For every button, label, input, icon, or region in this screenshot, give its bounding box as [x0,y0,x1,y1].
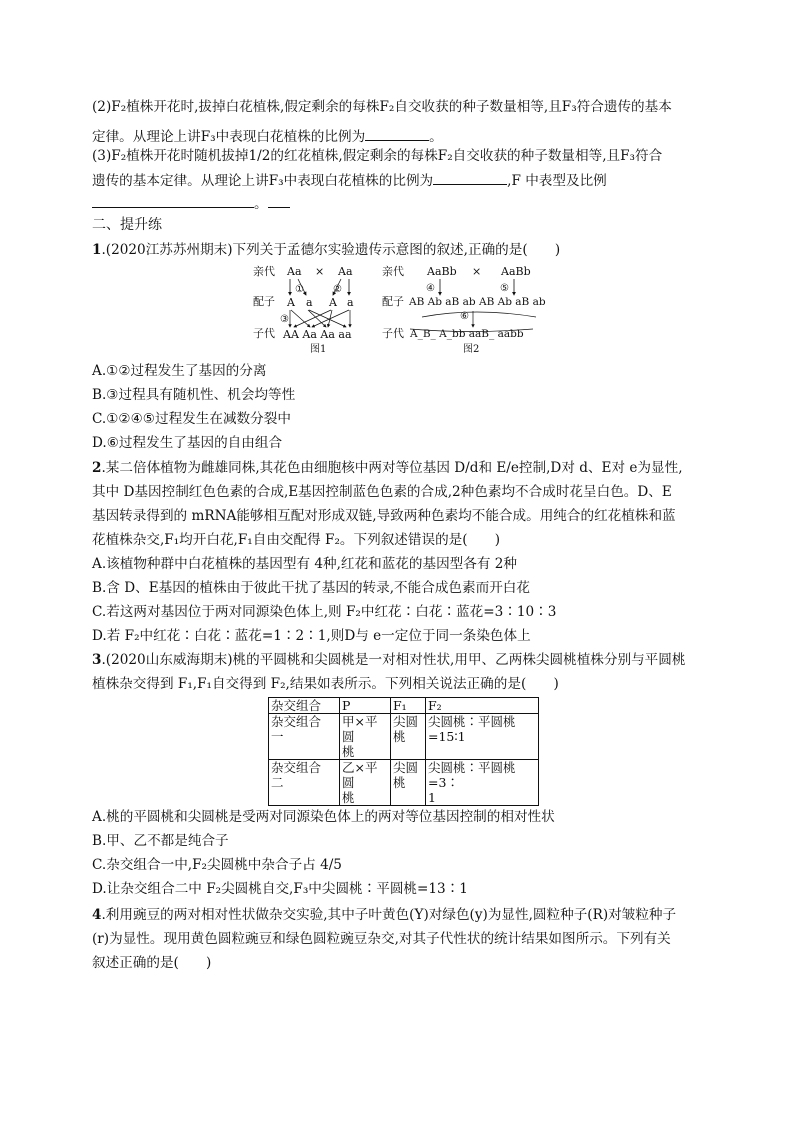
fig2-label-gamete: 配子 [382,295,404,308]
q1-option-b[interactable]: B.③过程具有随机性、机会均等性 [92,387,296,403]
q1-stem [92,241,560,259]
cell-line: 1 [428,790,436,805]
cell-line: 甲×平圆 [342,714,378,744]
cell-line: 尖圆桃∶平圆桃 [428,714,516,729]
table-header: F₂ [426,698,539,714]
q2-stem-line3: 基因转录得到的 mRNA能够相互配对形成双链,导致两种色素均不能合成。用纯合的红花植株和蓝 [92,508,676,524]
cell-line: 桃 [393,775,406,790]
q3-number: 3 [92,652,102,668]
answer-blank[interactable] [92,193,254,208]
fig2-label-offspring: 子代 [382,327,404,340]
cell-line: 杂交组合 [271,760,322,775]
table-cell [426,714,539,760]
q2-stem-line2: 其中 D基因控制红色色素的合成,E基因控制蓝色色素的合成,2种色素均不合成时花呈白色。D、E [92,484,672,500]
fig2-offspring: A_B_ A_bb aaB_ aabb [410,328,524,340]
q-part2-end: 。 [429,129,443,145]
q4-text: .利用豌豆的两对相对性状做杂交实验,其中子叶黄色(Y)对绿色(y)为显性,圆粒种子(R)对皱粒种子 [101,907,677,923]
table-cell [391,714,426,760]
q2-number: 2 [92,460,102,476]
table-cell [269,760,340,806]
q3-stem-line2: 植株杂交得到 F₁,F₁自交得到 F₂,结果如表所示。下列相关说法正确的是( ) [92,676,559,692]
q2-text: .某二倍体植物为雌雄同株,其花色由细胞核中两对等位基因 D/d和 E/e控制,D对 d、E对 e为显性, [101,460,683,476]
answer-blank[interactable] [433,170,507,185]
q-part3-mid: ,F 中表型及比例 [507,173,607,189]
fig2-parent-left: AaBb [427,265,457,278]
q1-dot: . [101,242,106,258]
q-part3-line3 [92,193,290,213]
fig1-cross: × [315,265,325,278]
fig1-gamete-1: A [287,296,295,309]
q4-number: 4 [92,907,102,923]
fig1-mark-2: ② [333,284,342,295]
cell-line: 尖圆桃∶平圆桃=3∶ [428,760,516,790]
q3-option-c[interactable]: C.杂交组合一中,F₂尖圆桃中杂合子占 4/5 [92,857,342,873]
q3-option-d[interactable]: D.让杂交组合二中 F₂尖圆桃自交,F₃中尖圆桃∶平圆桃=13∶1 [92,881,468,897]
table-row [269,714,539,760]
fig1-parent-right: Aa [338,265,353,278]
fig1-mark-3: ③ [280,314,289,325]
q1-number: 1 [92,242,102,258]
q4-stem-line2: (r)为显性。现用黄色圆粒豌豆和绿色圆粒豌豆杂交,对其子代性状的统计结果如图所示。下列有关 [92,931,671,947]
q2-stem-line4: 花植株杂交,F₁均开白花,F₁自由交配得 F₂。下列叙述错误的是( ) [92,532,501,548]
table-cell [269,714,340,760]
cell-line: 尖圆 [393,714,419,729]
fig1-mark-1: ① [295,284,304,295]
q-part3-end: 。 [254,196,268,212]
q2-option-c[interactable]: C.若这两对基因位于两对同源染色体上,则 F₂中红花∶白花∶蓝花=3∶10∶3 [92,604,557,620]
table-cell [340,760,391,806]
fig1-label-gamete: 配子 [253,295,275,308]
cell-line: =15∶1 [428,729,466,744]
results-table [268,697,539,806]
fig2-mark-6: ⑥ [460,311,469,322]
q-part3-text: 遗传的基本定律。从理论上讲F₃中表现白花植株的比例为 [92,173,434,189]
figure-2 [382,264,546,353]
table-cell [391,760,426,806]
fig1-parent-left: Aa [287,265,302,278]
fig2-cross: × [472,265,482,278]
q1-option-c[interactable]: C.①②④⑤过程发生在减数分裂中 [92,411,291,427]
q2-stem-line1 [92,459,683,477]
fig1-label-parent: 亲代 [253,265,275,278]
cell-line: 桃 [342,744,355,759]
fig1-offspring: AA Aa Aa aa [283,328,352,341]
fig2-mark-5: ⑤ [500,283,509,294]
cell-line: 桃 [342,790,355,805]
table-row [269,760,539,806]
cell-line: 一 [271,729,284,744]
q3-option-a[interactable]: A.桃的平圆桃和尖圆桃是受两对同源染色体上的两对等位基因控制的相对性状 [92,809,555,825]
answer-blank[interactable] [268,193,290,208]
q1-option-d[interactable]: D.⑥过程发生了基因的自由组合 [92,435,283,451]
q-part3-line2 [92,170,607,190]
cell-line: 乙×平圆 [342,760,378,790]
fig2-gametes-right: AB Ab aB ab [479,296,546,308]
table-header-row [269,698,539,714]
cell-line: 桃 [393,729,406,744]
table-header: 杂交组合 [269,698,340,714]
fig1-gamete-3: A [329,296,337,309]
q3-stem-line1 [92,651,685,669]
q4-stem-line1 [92,906,676,924]
q1-option-a[interactable]: A.①②过程发生了基因的分离 [92,363,267,379]
table-cell [340,714,391,760]
cell-line: 二 [271,775,284,790]
q-part2-line2 [92,126,443,146]
q-part3-line1: (3)F₂植株开花时随机拔掉1/2的红花植株,假定剩余的每株F₂自交收获的种子数量相等,且F₃符合 [92,148,663,164]
answer-blank[interactable] [365,126,429,141]
fig2-parent-right: AaBb [501,265,531,278]
section-heading: 二、提升练 [92,217,162,233]
cell-line: 尖圆 [393,760,419,775]
fig1-gamete-2: a [306,296,313,309]
fig1-caption: 图1 [310,344,327,353]
fig1-gamete-4: a [347,296,354,309]
table-cell [426,760,539,806]
genetics-diagram [250,263,550,353]
fig2-label-parent: 亲代 [382,265,404,278]
figure-1 [253,264,354,353]
table-header: F₁ [391,698,426,714]
q4-stem-line3: 叙述正确的是( ) [92,955,212,971]
q3-option-b[interactable]: B.甲、乙不都是纯合子 [92,833,229,849]
table-header: P [340,698,391,714]
q-part2-line1: (2)F₂植株开花时,拔掉白花植株,假定剩余的每株F₂自交收获的种子数量相等,且F₃符合遗传的基本 [92,99,672,115]
q2-option-d[interactable]: D.若 F₂中红花∶白花∶蓝花=1∶2∶1,则D与 e一定位于同一条染色体上 [92,628,531,644]
q1-text: (2020江苏苏州期末)下列关于孟德尔实验遗传示意图的叙述,正确的是( ) [105,242,561,258]
q2-option-a[interactable]: A.该植物种群中白花植株的基因型有 4种,红花和蓝花的基因型各有 2种 [92,556,518,572]
fig2-gametes-left: AB Ab aB ab [409,296,476,308]
fig2-caption: 图2 [463,344,480,353]
q-part2-text: 定律。从理论上讲F₃中表现白花植株的比例为 [92,129,366,145]
fig2-mark-4: ④ [426,283,435,294]
fig1-label-offspring: 子代 [253,327,275,340]
cell-line: 杂交组合 [271,714,322,729]
q3-text: .(2020山东威海期末)桃的平圆桃和尖圆桃是一对相对性状,用甲、乙两株尖圆桃植株分别与平圆桃 [101,652,686,668]
q2-option-b[interactable]: B.含 D、E基因的植株由于彼此干扰了基因的转录,不能合成色素而开白花 [92,580,530,596]
